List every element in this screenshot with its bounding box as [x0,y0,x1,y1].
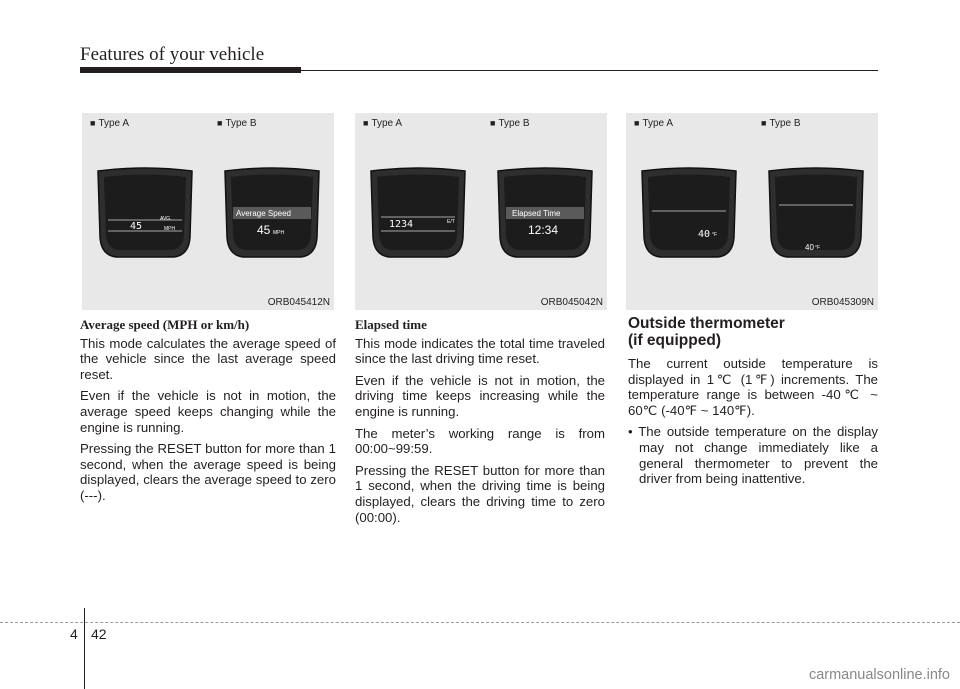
column-average-speed [80,317,336,510]
elapsed-time-value-b: 12:34 [528,223,559,237]
elapsed-time-label: Elapsed Time [512,209,561,218]
section-heading: Elapsed time [355,317,427,332]
figure-type-b [209,113,334,310]
square-bullet-icon: ■ [90,118,96,128]
figure-type-a [82,113,207,310]
footer-vertical-line [84,608,85,689]
paragraph: Pressing the RESET button for more than 1 second, when the average speed is being displayed, clears the average speed to zero (---). [80,441,336,503]
figure-average-speed [82,113,334,310]
type-b-label: Type B [498,118,530,129]
figure-type-b [753,113,878,310]
mph-tag-b: MPH [273,230,285,236]
avg-speed-value: 45 [130,221,143,232]
paragraph: This mode calculates the average speed of the vehicle since the last average speed reset. [80,335,336,382]
figure-code: ORB045309N [811,297,874,308]
figure-code: ORB045042N [540,297,603,308]
paragraph: Pressing the RESET button for more than 1 second, when the driving time is being displayed, clears the driving time to zero (00:00). [355,462,605,525]
type-b-label: Type B [225,118,257,129]
figure-outside-thermometer [626,113,878,310]
type-b-label: Type B [769,118,801,129]
cluster-display [494,165,596,261]
header-line [301,70,878,71]
paragraph: Even if the vehicle is not in motion, the driving time keeps increasing while the engine is running. [355,372,605,419]
cluster-display [367,165,469,261]
elapsed-time-value: 1234 [389,219,414,230]
temp-value: 40 [698,229,711,240]
cluster-shape-icon [94,165,196,261]
cluster-shape-icon [367,165,469,261]
figure-type-a [626,113,751,310]
avg-speed-label: Average Speed [236,209,292,218]
type-a-label: Type A [371,118,403,129]
paragraph: The meter’s working range is from 00:00~99:59. [355,425,605,457]
cluster-display [94,165,196,261]
section-heading: Average speed (MPH or km/h) [80,317,250,332]
figure-type-a [355,113,480,310]
watermark: carmanualsonline.info [808,667,950,683]
column-outside-thermometer [628,315,878,493]
bullet-item: • The outside temperature on the display may not change immediately like a general thermometer to prevent the driver from being inattentive. [628,424,878,487]
paragraph: This mode indicates the total time traveled since the last driving time reset. [355,335,605,367]
type-a-label: Type A [642,118,674,129]
page-number: 42 [91,626,107,642]
figure-code: ORB045412N [267,297,330,308]
heading-line-2: (if equipped) [628,332,721,349]
square-bullet-icon: ■ [490,118,496,128]
square-bullet-icon: ■ [761,118,767,128]
section-heading [628,315,878,349]
paragraph: Even if the vehicle is not in motion, the average speed keeps changing while the engine is running. [80,388,336,435]
avg-speed-value-b: 45 [257,223,271,237]
figure-elapsed-time [355,113,607,310]
avg-tag: AVG. [160,216,172,222]
et-tag: E/T [447,219,455,225]
cluster-display [221,165,323,261]
chapter-number: 4 [70,626,78,642]
cluster-display [765,165,867,261]
heading-line-1: Outside thermometer [628,315,785,332]
temp-value-b: 40 [805,243,814,252]
cluster-display [638,165,740,261]
square-bullet-icon: ■ [217,118,223,128]
type-a-label: Type A [98,118,130,129]
square-bullet-icon: ■ [634,118,640,128]
temp-unit-b: °F [815,245,821,251]
footer-divider [0,622,960,623]
header-bar [80,67,301,73]
paragraph: The current outside temperature is displayed in 1℃ (1℉) increments. The temperature range is between -40℃ ~ 60℃ (-40℉ ~ 140℉). [628,356,878,418]
column-elapsed-time [355,317,605,531]
cluster-shape-icon [638,165,740,261]
page-header-title: Features of your vehicle [80,44,265,65]
mph-tag: MPH [164,226,176,232]
temp-unit: °F [712,232,718,238]
square-bullet-icon: ■ [363,118,369,128]
figure-type-b [482,113,607,310]
